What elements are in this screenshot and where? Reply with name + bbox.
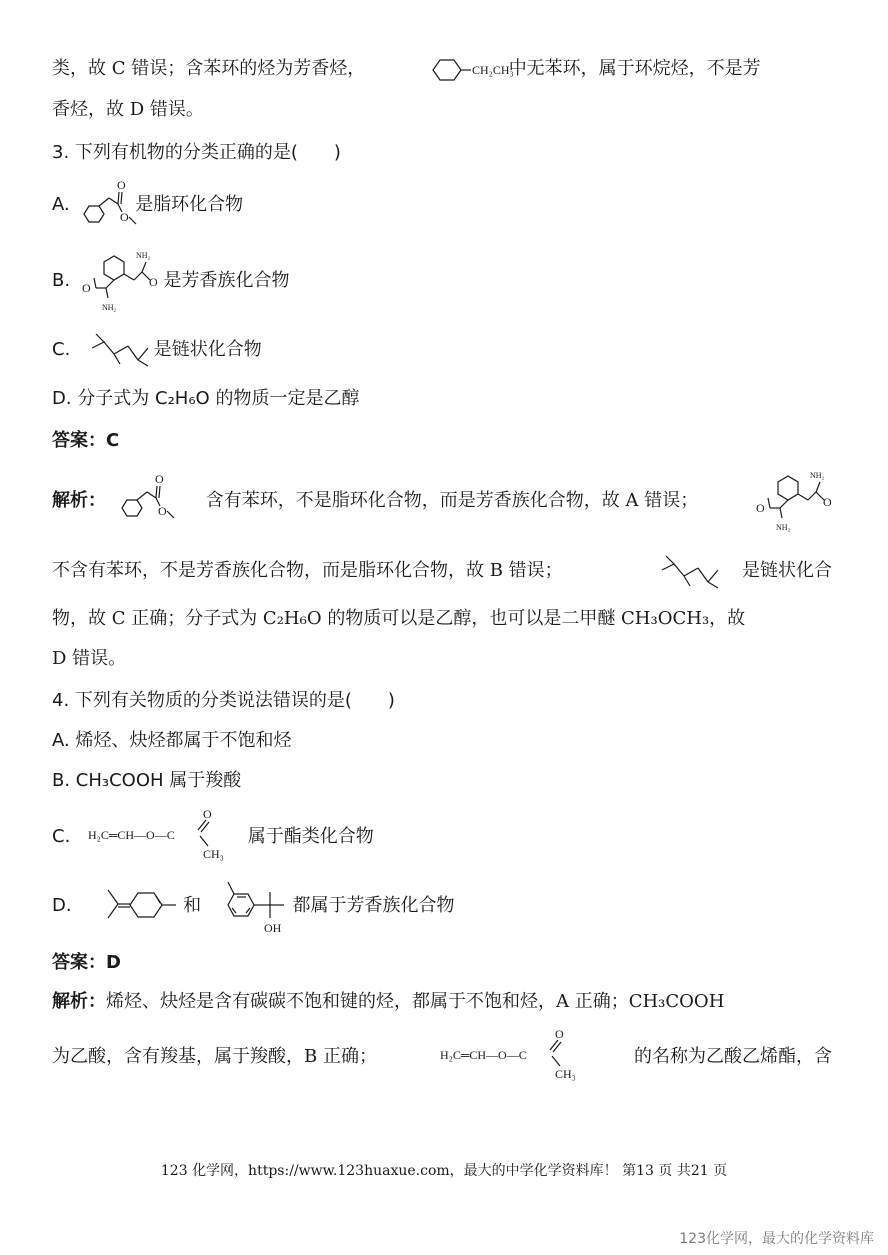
intro-line-2: 香烃，故 D 错误。	[52, 99, 204, 120]
acetyl-ch3: CH₃	[203, 847, 224, 861]
ethyl-label: CH₂CH₃	[472, 63, 514, 77]
q4-option-a: A. 烯烃、炔烃都属于不饱和烃	[52, 730, 292, 751]
methyl-phenylacetate-structure-analysis	[114, 470, 178, 528]
amide-o-left-2: O	[756, 501, 765, 515]
vinyl-acetate-structure-c	[88, 806, 248, 864]
amide-o-right-2: O	[823, 495, 832, 509]
carbonyl-o-2: O	[155, 472, 164, 486]
branched-alkane-structure-c	[84, 326, 156, 368]
q4-d-prefix: D.	[52, 895, 72, 916]
amide-o-right: O	[149, 275, 158, 289]
q4-analysis-label: 解析：	[52, 991, 106, 1012]
intro-text-1a: 类，故 C 错误；含苯环的烃为芳香烃，	[52, 58, 366, 79]
aromatic-alcohol-structure	[216, 872, 296, 936]
nh2-upper: NH₂	[136, 251, 151, 260]
ester-o-2: O	[158, 504, 167, 518]
q4-analysis-text-2a: 为乙酸，含有羧基，属于羧酸，B 正确；	[52, 1046, 377, 1067]
intro-line-1	[52, 56, 761, 82]
q4-d-and: 和	[183, 895, 202, 916]
q4-answer: 答案：D	[52, 952, 121, 973]
q3-b-text: 是芳香族化合物	[163, 270, 290, 291]
page-footer: 123 化学网，https://www.123huaxue.com，最大的中学化学资料库！ 第13 页 共21 页	[160, 1163, 728, 1179]
methyl-phenylacetate-structure-a	[76, 176, 140, 234]
carbonyl-o: O	[117, 178, 126, 192]
q4-option-b: B. CH₃COOH 属于羧酸	[52, 770, 242, 791]
nh2-upper-2: NH₂	[810, 471, 825, 480]
q4-c-prefix: C.	[52, 826, 71, 847]
q3-a-text: 是脂环化合物	[135, 194, 244, 215]
vinyl-chain-2: H₂C═CH—O—C	[440, 1048, 527, 1062]
cyclohexane-diamide-structure-analysis	[748, 462, 838, 538]
q3-analysis-text-1: 含有苯环，不是脂环化合物，而是芳香族化合物，故 A 错误；	[205, 490, 699, 511]
q3-answer: 答案：C	[52, 430, 120, 451]
q4-analysis-text-2b: 的名称为乙酸乙烯酯，含	[633, 1046, 832, 1067]
q4-d-text: 都属于芳香族化合物	[292, 895, 455, 916]
vinyl-acetate-structure-analysis	[440, 1026, 600, 1084]
limonene-like-structure	[104, 884, 184, 928]
nh2-lower: NH₂	[102, 303, 117, 312]
acetyl-ch3-2: CH₃	[555, 1067, 576, 1081]
q4-analysis-line-1	[52, 989, 724, 1015]
ester-o: O	[120, 210, 129, 224]
q3-c-text: 是链状化合物	[153, 339, 262, 360]
cyclohexane-diamide-structure-b	[74, 242, 166, 318]
q3-b-prefix: B.	[52, 270, 71, 291]
q3-option-d: D. 分子式为 C₂H₆O 的物质一定是乙醇	[52, 388, 360, 409]
q3-analysis-line-4: D 错误。	[52, 648, 127, 669]
ester-carbonyl-o-2: O	[555, 1027, 564, 1041]
ester-carbonyl-o: O	[203, 807, 212, 821]
branched-alkane-structure-analysis	[654, 548, 726, 590]
hydroxyl-oh: OH	[264, 921, 282, 935]
q3-analysis-text-2a: 不含有苯环，不是芳香族化合物，而是脂环化合物，故 B 错误；	[52, 560, 563, 581]
q4-stem: 4. 下列有关物质的分类说法错误的是( )	[52, 690, 395, 711]
nh2-lower-2: NH₂	[776, 523, 791, 532]
q4-analysis-text-1: 烯烃、炔烃是含有碳碳不饱和键的烃，都属于不饱和烃，A 正确；CH₃COOH	[106, 991, 725, 1012]
intro-text-1b: 中无苯环，属于环烷烃，不是芳	[508, 58, 761, 79]
amide-o-left: O	[82, 281, 91, 295]
ethylcyclohexane-structure	[425, 57, 555, 85]
q3-c-prefix: C.	[52, 339, 71, 360]
q3-analysis-text-2b: 是链状化合	[741, 560, 832, 581]
q3-analysis-line-3: 物，故 C 正确；分子式为 C₂H₆O 的物质可以是乙醇，也可以是二甲醚 CH₃OCH₃，故	[52, 608, 746, 629]
q3-a-prefix: A.	[52, 194, 70, 215]
q3-stem: 3. 下列有机物的分类正确的是( )	[52, 142, 341, 163]
site-watermark: 123化学网，最大的化学资料库	[679, 1231, 874, 1247]
q4-c-text: 属于酯类化合物	[247, 826, 374, 847]
q3-analysis-label: 解析：	[52, 490, 106, 511]
vinyl-chain: H₂C═CH—O—C	[88, 828, 175, 842]
